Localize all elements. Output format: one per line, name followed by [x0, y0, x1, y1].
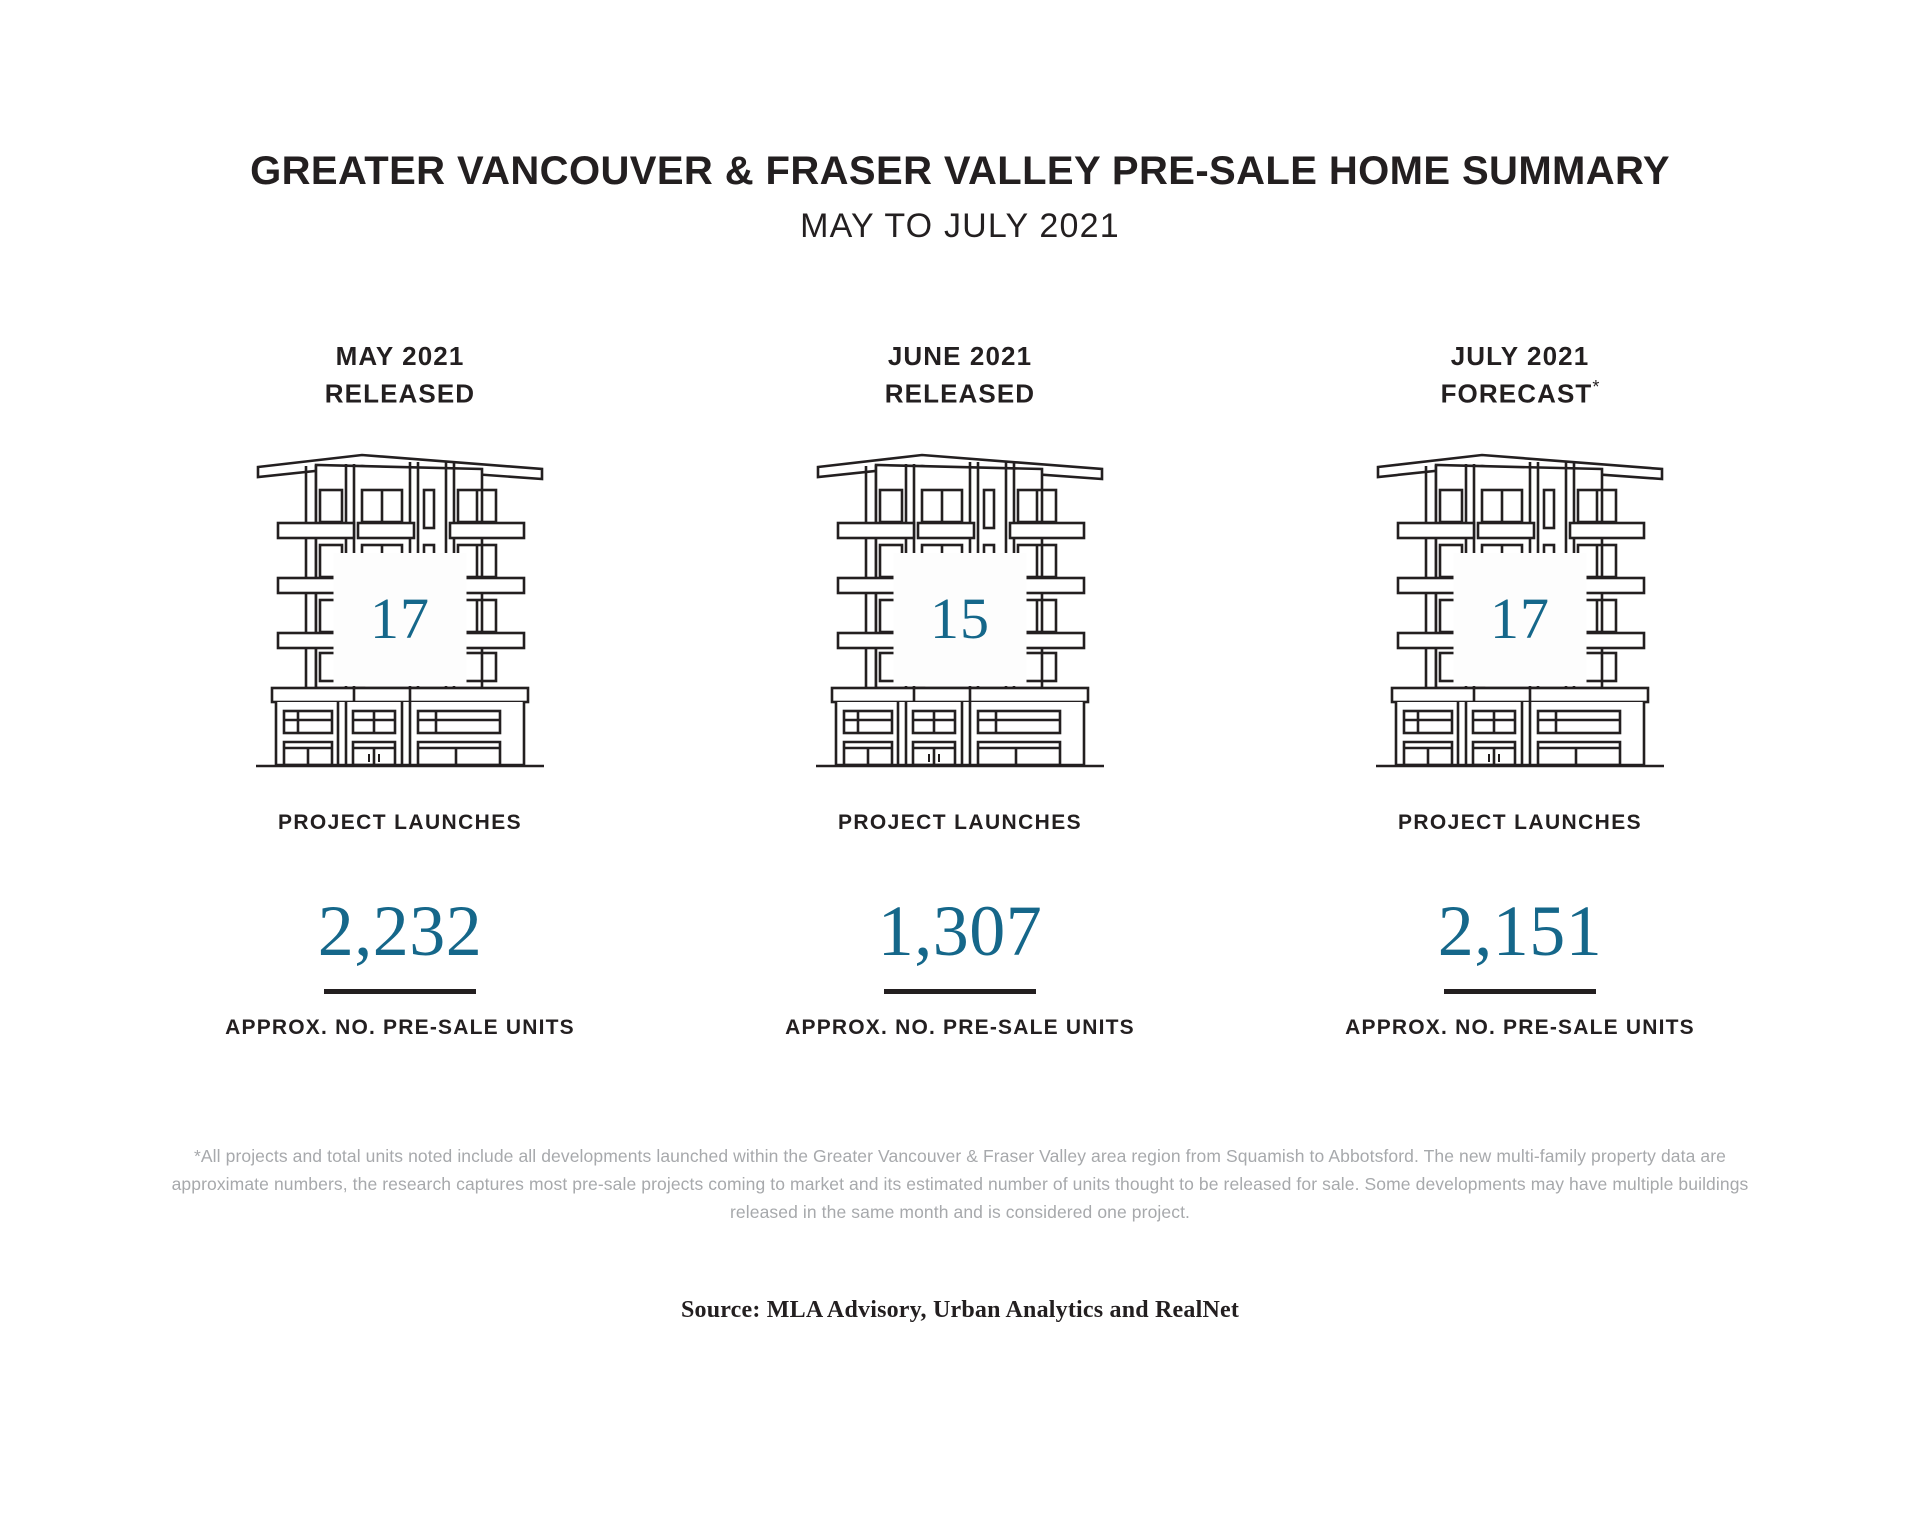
column-period: JUNE 2021 [887, 341, 1033, 372]
presale-units-label: APPROX. NO. PRE-SALE UNITS [785, 1015, 1135, 1039]
project-launches-label: PROJECT LAUNCHES [1397, 810, 1643, 834]
column-heading [325, 339, 475, 412]
summary-column-july [1240, 339, 1800, 1039]
presale-units-label: APPROX. NO. PRE-SALE UNITS [1345, 1015, 1695, 1039]
project-launch-count: 17 [334, 553, 467, 686]
column-period: JULY 2021 [1450, 341, 1590, 372]
presale-units-value: 2,232 [317, 890, 483, 971]
column-status: RELEASED [324, 378, 476, 409]
presale-units-value: 1,307 [877, 890, 1043, 971]
footnote-marker: * [1592, 377, 1600, 398]
project-launch-count: 17 [1454, 553, 1587, 686]
apartment-building-icon [810, 445, 1110, 775]
source-line: Source: MLA Advisory, Urban Analytics and RealNet [680, 1296, 1240, 1323]
column-status: FORECAST [1440, 378, 1593, 409]
summary-column-june [680, 339, 1240, 1039]
header [0, 0, 1920, 245]
summary-column-may [120, 339, 680, 1039]
column-heading [1441, 339, 1600, 412]
column-period: MAY 2021 [335, 341, 465, 372]
page-subtitle: MAY TO JULY 2021 [800, 207, 1120, 245]
divider-rule [884, 989, 1036, 994]
divider-rule [324, 989, 476, 994]
project-launch-count: 15 [894, 553, 1027, 686]
apartment-building-icon [1370, 445, 1670, 775]
presale-units-value: 2,151 [1437, 890, 1603, 971]
project-launches-label: PROJECT LAUNCHES [837, 810, 1083, 834]
footnote-disclaimer: *All projects and total units noted include all developments launched within the Greater Vancouver & Fraser Valley area region from Squamish to Abbotsford. The new multi-family property data are approximate numbers, the research captures most pre-sale projects coming to market and its estimated number of units thought to be released for sale. Some developments may have multiple buildings released in the same month and is considered one project. [171, 1145, 1749, 1223]
column-heading [885, 339, 1035, 412]
summary-columns [0, 339, 1920, 1039]
divider-rule [1444, 989, 1596, 994]
apartment-building-icon [250, 445, 550, 775]
presale-units-label: APPROX. NO. PRE-SALE UNITS [225, 1015, 575, 1039]
column-status: RELEASED [884, 378, 1036, 409]
project-launches-label: PROJECT LAUNCHES [277, 810, 523, 834]
page-title: GREATER VANCOUVER & FRASER VALLEY PRE-SALE HOME SUMMARY [250, 149, 1670, 193]
